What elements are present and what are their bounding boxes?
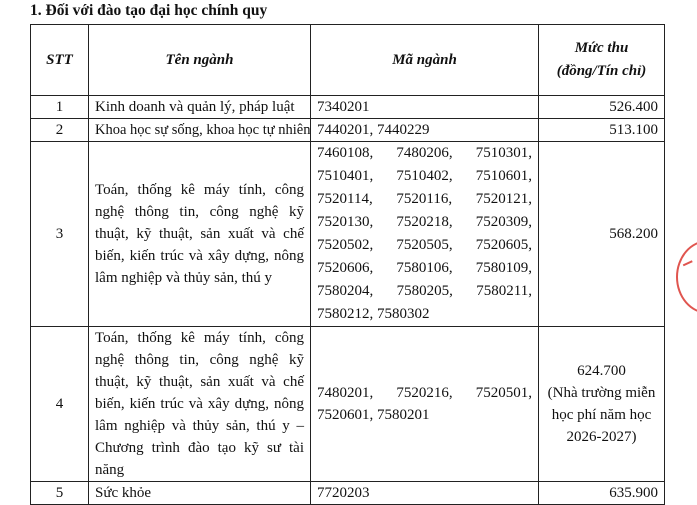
table-row xyxy=(31,119,665,142)
row-stt: 4 xyxy=(31,327,89,482)
row-code: 7720203 xyxy=(311,482,539,505)
row-stt: 3 xyxy=(31,142,89,327)
row-name: Kinh doanh và quản lý, pháp luật xyxy=(89,96,311,119)
row-code: 7440201, 7440229 xyxy=(311,119,539,142)
table-row xyxy=(31,327,665,482)
row-fee: 568.200 xyxy=(539,142,665,327)
row-name: Toán, thống kê máy tính, công nghệ thông tin, công nghệ kỹ thuật, kỹ thuật, sản xuất và chế biến, kiến trúc và xây dựng, nông lâm nghiệp và thủy sản, thú y – Chương trình đào tạo kỹ sư tài năng xyxy=(89,327,311,482)
row-fee: 513.100 xyxy=(539,119,665,142)
row-code: 7480201, 7520216, 7520501, 7520601, 7580201 xyxy=(311,327,539,482)
row-fee: 635.900 xyxy=(539,482,665,505)
row-stt: 2 xyxy=(31,119,89,142)
header-stt: STT xyxy=(31,25,89,96)
row-name: Sức khỏe xyxy=(89,482,311,505)
row-name: Khoa học sự sống, khoa học tự nhiên xyxy=(89,119,311,142)
row-code: 7460108, 7480206, 7510301, 7510401, 7510402, 7510601, 7520114, 7520116, 7520121, 7520130, 7520218, 7520309, 7520502, 7520505, 7520605, 7520606, 7580106, 7580109, 7580204, 7580205, 7580211, 7580212, 7580302 xyxy=(311,142,539,327)
row-name: Toán, thống kê máy tính, công nghệ thông tin, công nghệ kỹ thuật, kỹ thuật, sản xuất và chế biến, kiến trúc và xây dựng, nông lâm nghiệp và thủy sản, thú y xyxy=(89,142,311,327)
header-fee: Mức thu (đồng/Tín chỉ) xyxy=(539,25,665,96)
table-row xyxy=(31,482,665,505)
table-row xyxy=(31,96,665,119)
row-fee-value: 624.700 xyxy=(577,363,626,379)
row-code: 7340201 xyxy=(311,96,539,119)
header-name: Tên ngành xyxy=(89,25,311,96)
header-code: Mã ngành xyxy=(311,25,539,96)
row-stt: 1 xyxy=(31,96,89,119)
row-fee xyxy=(539,327,665,482)
tuition-fee-table xyxy=(30,24,665,505)
row-fee-note: (Nhà trường miễn học phí năm học 2026-2027) xyxy=(547,385,656,445)
table-header-row xyxy=(31,25,665,96)
section-heading: 1. Đối với đào tạo đại học chính quy xyxy=(30,2,268,19)
row-fee: 526.400 xyxy=(539,96,665,119)
table-row xyxy=(31,142,665,327)
row-stt: 5 xyxy=(31,482,89,505)
red-seal-stamp-icon xyxy=(676,240,697,314)
